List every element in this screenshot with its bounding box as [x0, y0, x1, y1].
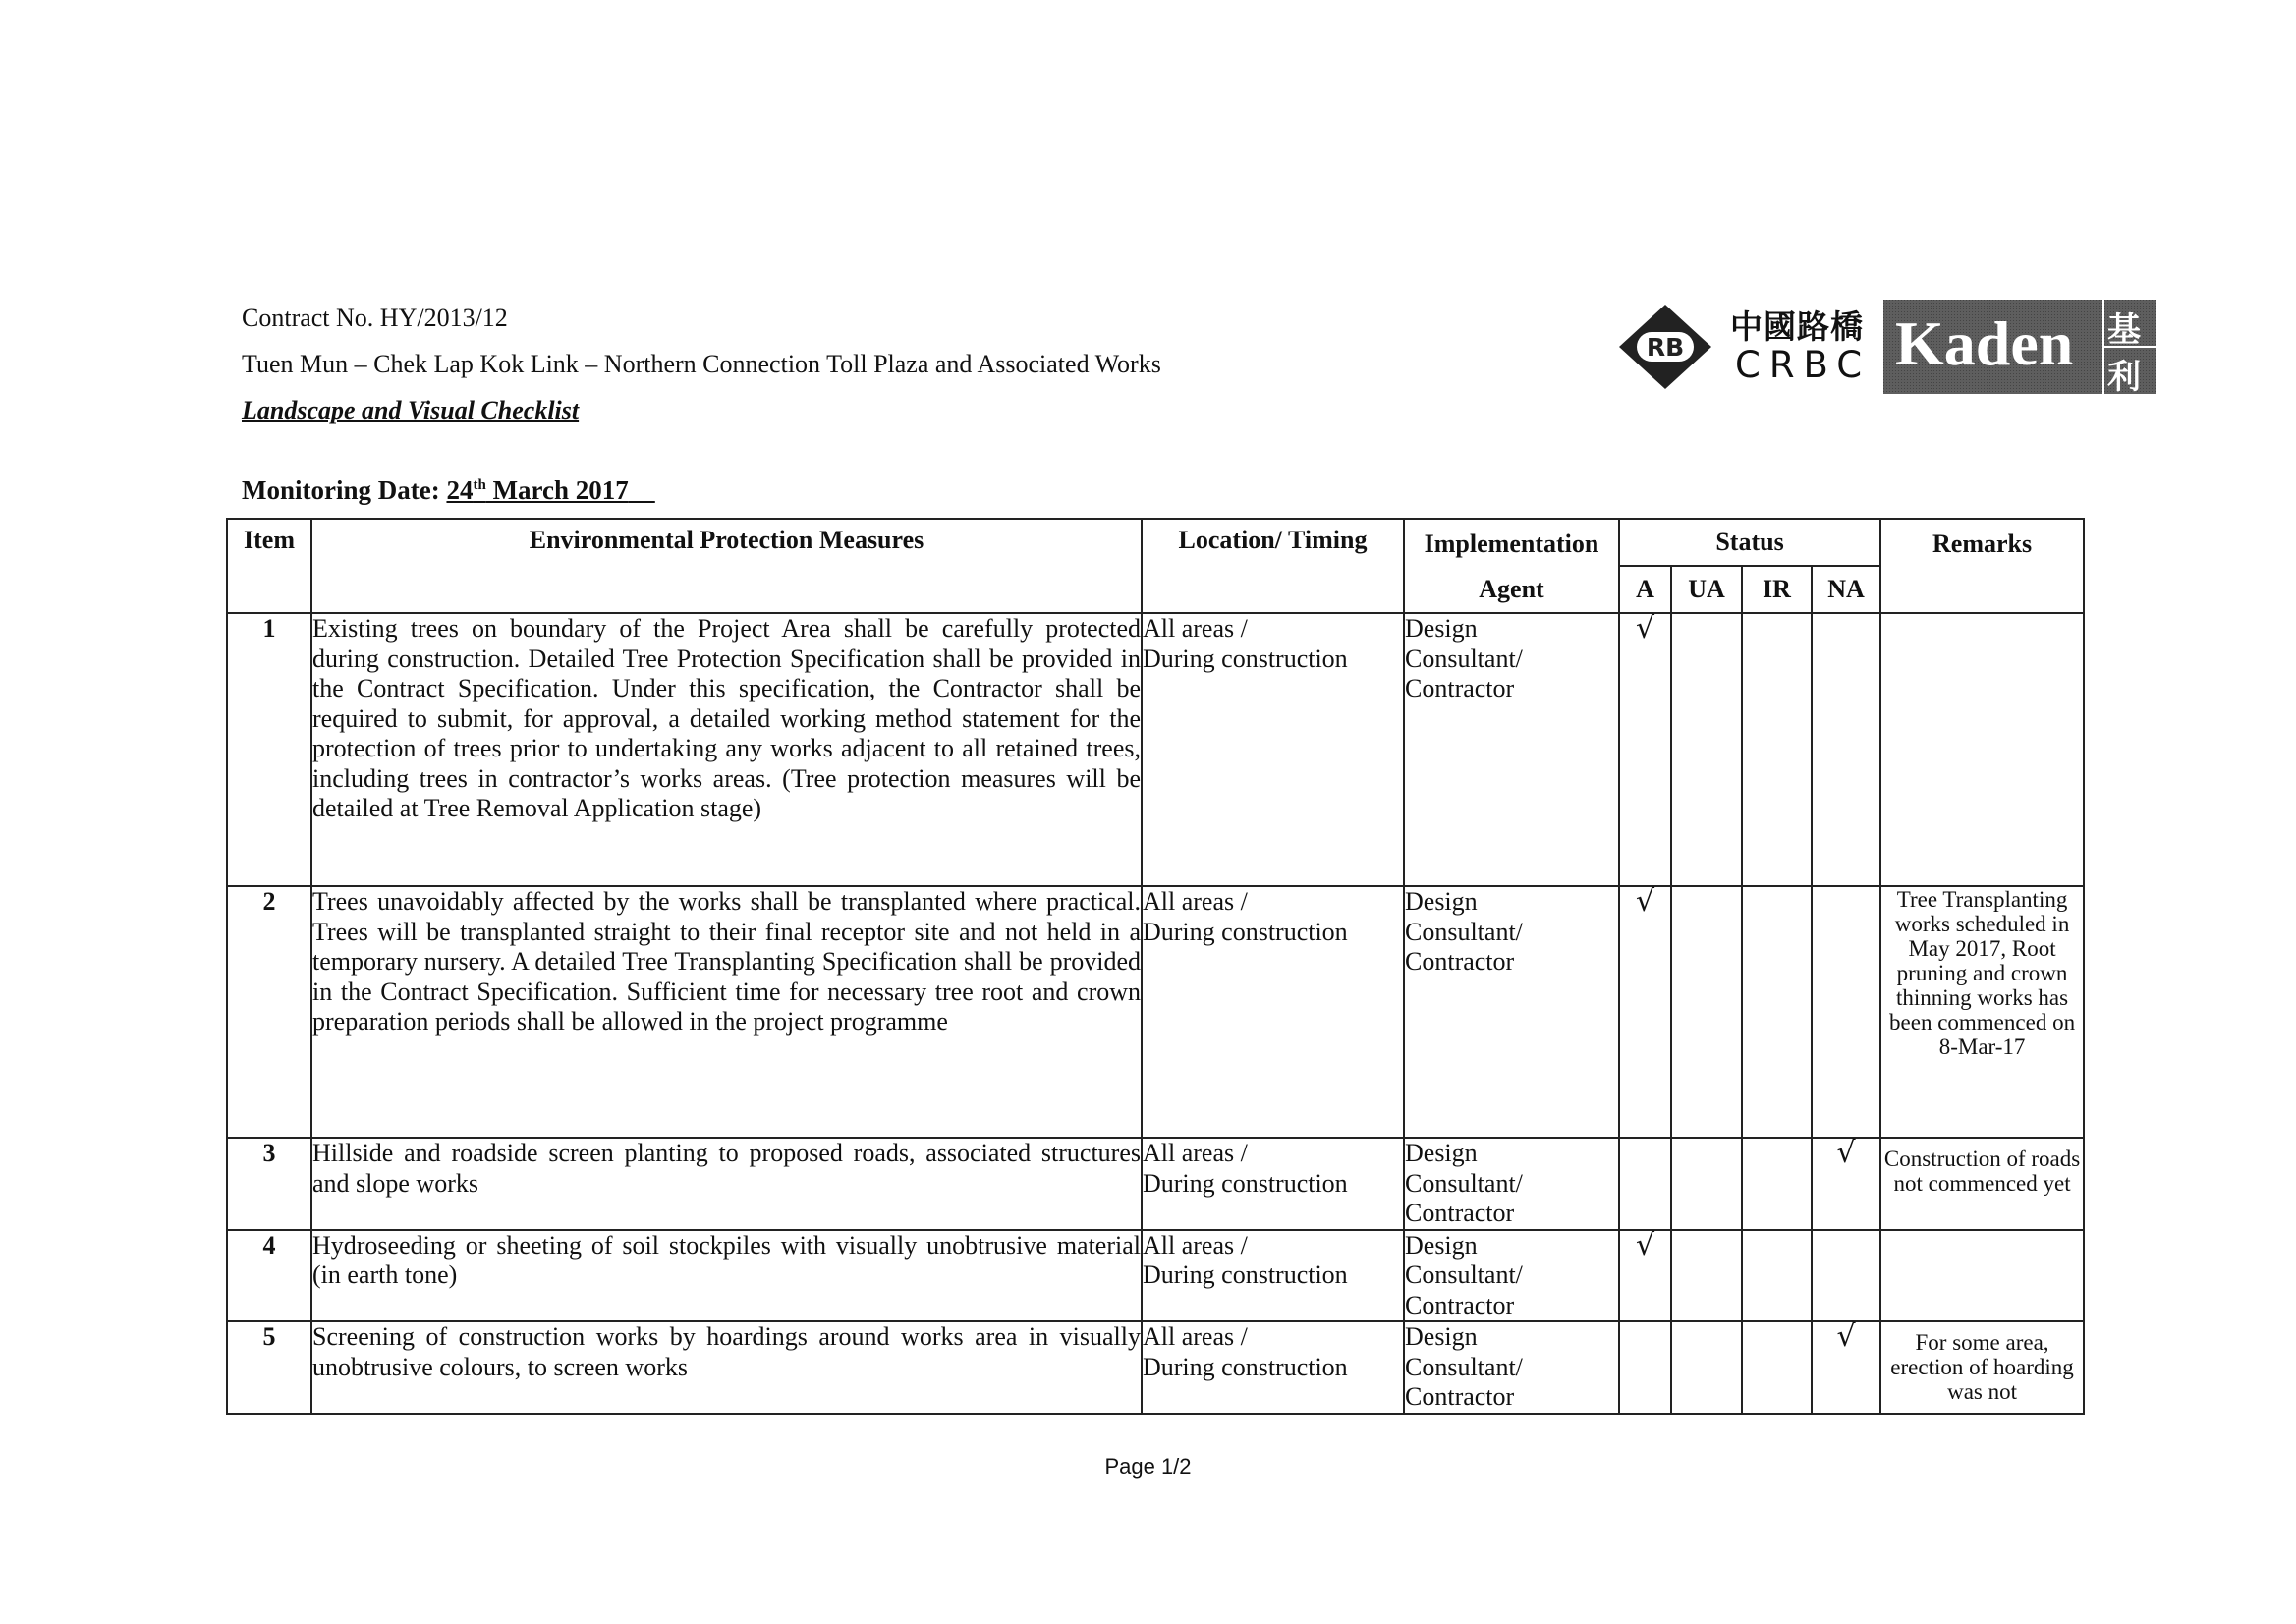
row-4-remarks	[1880, 1230, 2084, 1322]
row-3-agent	[1404, 1138, 1619, 1230]
row-4-status-na	[1812, 1230, 1880, 1322]
row-4-location	[1142, 1230, 1404, 1322]
monitoring-day-suffix: th	[473, 477, 486, 493]
row-3-agent-line2: Consultant/	[1405, 1168, 1523, 1198]
row-2-location-line1: All areas /	[1143, 887, 1248, 916]
row-5-agent	[1404, 1321, 1619, 1414]
row-4-status-ua	[1671, 1230, 1742, 1322]
company-logos	[1616, 300, 2156, 397]
row-3-location-line1: All areas /	[1143, 1139, 1248, 1167]
row-1-status-ir	[1742, 613, 1812, 886]
header-agent-line1: Implementation	[1424, 530, 1599, 558]
row-4-agent-line3: Contractor	[1405, 1290, 1515, 1319]
row-4-item: 4	[227, 1230, 311, 1322]
header-status: Status	[1619, 519, 1880, 566]
row-5-status-a	[1619, 1321, 1671, 1414]
crbc-mark-text: RB	[1646, 333, 1685, 362]
row-5-location	[1142, 1321, 1404, 1414]
row-1-status-ua	[1671, 613, 1742, 886]
table-row	[227, 613, 2084, 886]
document-header	[242, 295, 1161, 433]
table-row	[227, 1321, 2084, 1414]
row-3-status-ua	[1671, 1138, 1742, 1230]
row-3-item: 3	[227, 1138, 311, 1230]
row-4-location-line2: During construction	[1143, 1260, 1348, 1289]
row-5-agent-line3: Contractor	[1405, 1382, 1515, 1411]
monitoring-date-value	[446, 476, 654, 505]
row-1-status-a: √	[1619, 613, 1671, 886]
table-row	[227, 886, 2084, 1138]
row-1-agent-line3: Contractor	[1405, 674, 1515, 702]
row-5-remarks: For some area, erection of hoarding was not	[1880, 1321, 2084, 1414]
monitoring-date-label: Monitoring Date:	[242, 476, 440, 505]
row-2-status-ir	[1742, 886, 1812, 1138]
row-5-location-line2: During construction	[1143, 1352, 1348, 1381]
checklist-title: Landscape and Visual Checklist	[242, 396, 580, 424]
row-5-item: 5	[227, 1321, 311, 1414]
row-3-location	[1142, 1138, 1404, 1230]
row-2-agent-line2: Consultant/	[1405, 917, 1523, 946]
header-measures: Environmental Protection Measures	[311, 519, 1142, 613]
row-1-agent	[1404, 613, 1619, 886]
row-5-status-ir	[1742, 1321, 1812, 1414]
crbc-chinese-name: 中國路橋	[1730, 308, 1864, 346]
contract-number: Contract No. HY/2013/12	[242, 304, 508, 332]
row-3-remarks: Construction of roads not commenced yet	[1880, 1138, 2084, 1230]
row-1-location	[1142, 613, 1404, 886]
monitoring-month-year: March 2017	[485, 476, 629, 505]
row-1-remarks	[1880, 613, 2084, 886]
row-2-agent-line1: Design	[1405, 887, 1478, 916]
row-1-item: 1	[227, 613, 311, 886]
row-3-status-na: √	[1812, 1138, 1880, 1230]
row-4-status-ir	[1742, 1230, 1812, 1322]
kaden-logo	[1883, 300, 2156, 397]
row-1-agent-line1: Design	[1405, 614, 1478, 643]
table-row	[227, 1230, 2084, 1322]
header-remarks: Remarks	[1880, 519, 2084, 613]
row-2-agent-line3: Contractor	[1405, 947, 1515, 976]
row-3-location-line2: During construction	[1143, 1168, 1348, 1198]
table-header-row	[227, 519, 2084, 566]
row-2-status-ua	[1671, 886, 1742, 1138]
header-agent	[1404, 519, 1619, 613]
row-5-agent-line2: Consultant/	[1405, 1352, 1523, 1381]
row-4-agent-line2: Consultant/	[1405, 1260, 1523, 1289]
row-3-agent-line1: Design	[1405, 1139, 1478, 1167]
row-5-status-na: √	[1812, 1321, 1880, 1414]
row-5-status-ua	[1671, 1321, 1742, 1414]
row-1-status-na	[1812, 613, 1880, 886]
row-3-status-ir	[1742, 1138, 1812, 1230]
checklist-table	[226, 518, 2085, 1415]
row-5-agent-line1: Design	[1405, 1322, 1478, 1351]
row-5-measure: Screening of construction works by hoardings around works area in visually unobtrusive colours, to screen works	[311, 1321, 1142, 1414]
row-2-location	[1142, 886, 1404, 1138]
header-agent-line2: Agent	[1479, 575, 1544, 603]
row-2-status-a: √	[1619, 886, 1671, 1138]
header-status-na: NA	[1812, 566, 1880, 613]
row-2-location-line2: During construction	[1143, 917, 1348, 946]
kaden-chinese-bottom: 利	[2107, 358, 2141, 397]
row-1-location-line2: During construction	[1143, 644, 1348, 673]
monitoring-date	[242, 476, 655, 506]
row-3-agent-line3: Contractor	[1405, 1199, 1515, 1227]
row-4-measure: Hydroseeding or sheeting of soil stockpiles with visually unobtrusive material (in earth tone)	[311, 1230, 1142, 1322]
row-4-location-line1: All areas /	[1143, 1230, 1248, 1260]
row-2-remarks: Tree Transplanting works scheduled in May 2017, Root pruning and crown thinning works has been commenced on 8-Mar-17	[1880, 886, 2084, 1138]
monitoring-day: 24	[446, 476, 474, 505]
row-4-agent	[1404, 1230, 1619, 1322]
header-status-ir: IR	[1742, 566, 1812, 613]
row-3-status-a	[1619, 1138, 1671, 1230]
page-number: Page 1/2	[1104, 1454, 1192, 1479]
row-2-agent	[1404, 886, 1619, 1138]
header-item: Item	[227, 519, 311, 613]
table-row	[227, 1138, 2084, 1230]
row-1-location-line1: All areas /	[1143, 614, 1248, 643]
row-4-status-a: √	[1619, 1230, 1671, 1322]
row-1-agent-line2: Consultant/	[1405, 644, 1523, 673]
row-3-measure: Hillside and roadside screen planting to proposed roads, associated structures and slope works	[311, 1138, 1142, 1230]
row-2-measure: Trees unavoidably affected by the works shall be transplanted where practical. Trees will be transplanted straight to their final receptor site and not held in a temporary nursery. A detailed Tree Transplanting Specification shall be provided in the Contract Specification. Sufficient time for necessary tree root and crown preparation periods shall be allowed in the project programme	[311, 886, 1142, 1138]
row-4-agent-line1: Design	[1405, 1230, 1478, 1260]
crbc-english-name: CRBC	[1735, 344, 1872, 386]
row-5-location-line1: All areas /	[1143, 1322, 1248, 1351]
project-name: Tuen Mun – Chek Lap Kok Link – Northern Connection Toll Plaza and Associated Works	[242, 350, 1161, 378]
header-status-a: A	[1619, 566, 1671, 613]
kaden-chinese-top: 基	[2107, 310, 2141, 350]
kaden-english-name: Kaden	[1895, 308, 2074, 378]
header-location: Location/ Timing	[1142, 519, 1404, 613]
row-2-item: 2	[227, 886, 311, 1138]
crbc-logo-icon	[1616, 303, 1714, 391]
header-status-ua: UA	[1671, 566, 1742, 613]
row-2-status-na	[1812, 886, 1880, 1138]
row-1-measure: Existing trees on boundary of the Project Area shall be carefully protected during construction. Detailed Tree Protection Specification shall be provided in the Contract Specification. Under this specification, the Contractor shall be required to submit, for approval, a detailed working method statement for the protection of trees prior to undertaking any works adjacent to all retained trees, including trees in contractor’s works areas. (Tree protection measures will be detailed at Tree Removal Application stage)	[311, 613, 1142, 886]
